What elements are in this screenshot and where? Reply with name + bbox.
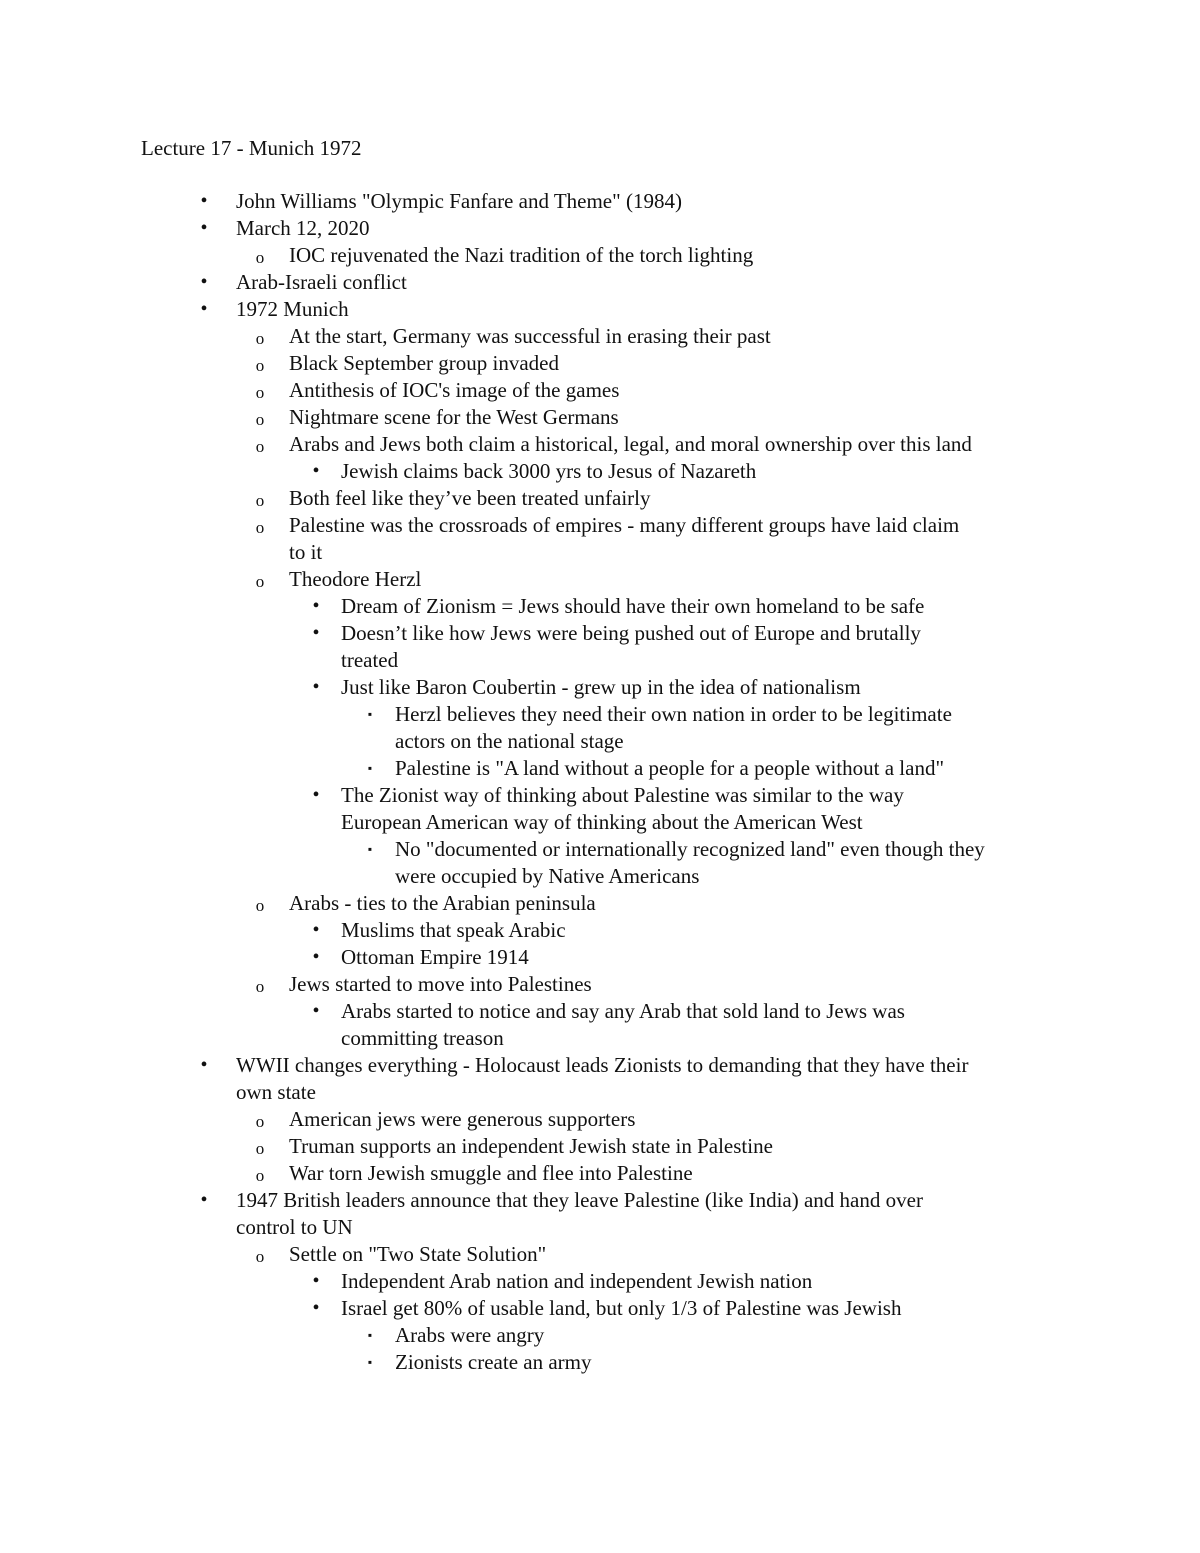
bullet-icon: • — [200, 217, 208, 239]
bullet-icon: ▪ — [367, 1328, 373, 1342]
outline-item-text: Israel get 80% of usable land, but only 1/3 of Palestine was Jewish — [341, 1296, 902, 1320]
bullet-icon: • — [312, 1270, 320, 1292]
outline-item-text: No "documented or internationally recognized land" even though they — [395, 837, 985, 861]
outline-item-level-2 — [0, 242, 1200, 269]
bullet-icon: • — [312, 1297, 320, 1319]
outline-item-level-2 — [0, 890, 1200, 917]
document-title: Lecture 17 - Munich 1972 — [141, 136, 362, 160]
outline-item-text: Independent Arab nation and independent Jewish nation — [341, 1269, 813, 1293]
outline-item-text: WWII changes everything - Holocaust leads Zionists to demanding that they have their — [236, 1053, 969, 1077]
outline-item-level-1 — [0, 1052, 1200, 1079]
outline-item-level-2 — [0, 1133, 1200, 1160]
bullet-icon: • — [312, 946, 320, 968]
bullet-icon: o — [255, 410, 265, 429]
outline-item-level-3 — [0, 674, 1200, 701]
outline-item-level-4 — [0, 836, 1200, 863]
outline-item-level-2 — [0, 566, 1200, 593]
bullet-icon: o — [255, 1139, 265, 1158]
bullet-icon: • — [200, 190, 208, 212]
outline-item-level-3 — [0, 1295, 1200, 1322]
outline-item-text: Antithesis of IOC's image of the games — [289, 378, 620, 402]
outline-item-text: John Williams "Olympic Fanfare and Theme" (1984) — [236, 189, 682, 213]
bullet-icon: • — [200, 1054, 208, 1076]
outline-item-text: Just like Baron Coubertin - grew up in the idea of nationalism — [341, 675, 861, 699]
outline-item-text: 1947 British leaders announce that they leave Palestine (like India) and hand over — [236, 1188, 923, 1212]
bullet-icon: • — [312, 1000, 320, 1022]
outline-item-text: American jews were generous supporters — [289, 1107, 636, 1131]
bullet-icon: • — [312, 919, 320, 941]
outline-item-text: Theodore Herzl — [289, 567, 422, 591]
outline-item-level-1 — [0, 188, 1200, 215]
outline-item-text: Nightmare scene for the West Germans — [289, 405, 619, 429]
outline-item-text: Palestine is "A land without a people for a people without a land" — [395, 756, 945, 780]
outline-line-continuation — [0, 1079, 1200, 1106]
outline-item-level-3 — [0, 944, 1200, 971]
outline-item-level-1 — [0, 269, 1200, 296]
bullet-icon: ▪ — [367, 707, 373, 721]
bullet-icon: o — [255, 356, 265, 375]
outline-item-level-3 — [0, 917, 1200, 944]
outline-item-level-2 — [0, 350, 1200, 377]
bullet-icon: • — [312, 595, 320, 617]
bullet-icon: o — [255, 977, 265, 996]
outline-item-text: Jews started to move into Palestines — [289, 972, 592, 996]
outline-item-text: to it — [289, 540, 323, 564]
outline-item-text: control to UN — [236, 1215, 353, 1239]
outline-item-text: actors on the national stage — [395, 729, 624, 753]
outline-item-level-1 — [0, 1187, 1200, 1214]
outline-item-text: Arab-Israeli conflict — [236, 270, 407, 294]
outline-item-text: Arabs - ties to the Arabian peninsula — [289, 891, 596, 915]
bullet-icon: ▪ — [367, 761, 373, 775]
outline-line-continuation — [0, 728, 1200, 755]
outline-item-level-1 — [0, 296, 1200, 323]
outline-item-text: Arabs started to notice and say any Arab that sold land to Jews was — [341, 999, 905, 1023]
bullet-icon: o — [255, 383, 265, 402]
outline-item-text: Palestine was the crossroads of empires - many different groups have laid claim — [289, 513, 960, 537]
outline-line-continuation — [0, 539, 1200, 566]
outline-item-text: Both feel like they’ve been treated unfairly — [289, 486, 651, 510]
outline-line-continuation — [0, 1214, 1200, 1241]
outline-item-level-3 — [0, 620, 1200, 647]
outline-item-level-3 — [0, 998, 1200, 1025]
outline-item-text: IOC rejuvenated the Nazi tradition of the torch lighting — [289, 243, 754, 267]
outline-item-text: At the start, Germany was successful in erasing their past — [289, 324, 771, 348]
outline-item-text: treated — [341, 648, 399, 672]
outline-line-continuation — [0, 1025, 1200, 1052]
outline-item-level-2 — [0, 323, 1200, 350]
outline-item-text: were occupied by Native Americans — [395, 864, 700, 888]
outline-item-level-2 — [0, 1160, 1200, 1187]
outline-item-text: European American way of thinking about the American West — [341, 810, 863, 834]
outline-item-text: Arabs were angry — [395, 1323, 545, 1347]
bullet-icon: • — [312, 676, 320, 698]
outline-item-level-4 — [0, 755, 1200, 782]
bullet-icon: o — [255, 491, 265, 510]
outline-item-level-2 — [0, 404, 1200, 431]
outline-item-text: own state — [236, 1080, 316, 1104]
bullet-icon: • — [312, 460, 320, 482]
bullet-icon: • — [200, 1189, 208, 1211]
outline-item-level-4 — [0, 701, 1200, 728]
outline-item-text: 1972 Munich — [236, 297, 349, 321]
outline-line-continuation — [0, 863, 1200, 890]
outline-item-text: Dream of Zionism = Jews should have their own homeland to be safe — [341, 594, 925, 618]
outline-item-text: Zionists create an army — [395, 1350, 592, 1374]
bullet-icon: o — [255, 329, 265, 348]
outline-line-continuation — [0, 809, 1200, 836]
bullet-icon: o — [255, 1112, 265, 1131]
bullet-icon: • — [312, 622, 320, 644]
outline-item-text: Herzl believes they need their own nation in order to be legitimate — [395, 702, 952, 726]
notes-outline — [0, 188, 1200, 1376]
outline-item-level-2 — [0, 512, 1200, 539]
outline-item-level-3 — [0, 593, 1200, 620]
outline-item-level-2 — [0, 971, 1200, 998]
bullet-icon: ▪ — [367, 842, 373, 856]
outline-item-level-3 — [0, 1268, 1200, 1295]
outline-item-text: Jewish claims back 3000 yrs to Jesus of Nazareth — [341, 459, 757, 483]
bullet-icon: o — [255, 896, 265, 915]
outline-item-text: March 12, 2020 — [236, 216, 370, 240]
outline-item-level-2 — [0, 485, 1200, 512]
outline-item-level-2 — [0, 1241, 1200, 1268]
bullet-icon: o — [255, 437, 265, 456]
outline-item-text: Settle on "Two State Solution" — [289, 1242, 547, 1266]
bullet-icon: o — [255, 1166, 265, 1185]
outline-item-level-2 — [0, 431, 1200, 458]
outline-item-level-1 — [0, 215, 1200, 242]
outline-item-level-2 — [0, 1106, 1200, 1133]
outline-item-text: Truman supports an independent Jewish state in Palestine — [289, 1134, 773, 1158]
outline-item-text: The Zionist way of thinking about Palestine was similar to the way — [341, 783, 904, 807]
bullet-icon: o — [255, 518, 265, 537]
outline-item-text: Ottoman Empire 1914 — [341, 945, 529, 969]
outline-item-text: Muslims that speak Arabic — [341, 918, 566, 942]
bullet-icon: • — [200, 271, 208, 293]
bullet-icon: o — [255, 248, 265, 267]
outline-item-level-2 — [0, 377, 1200, 404]
outline-item-level-4 — [0, 1322, 1200, 1349]
bullet-icon: o — [255, 1247, 265, 1266]
outline-item-level-3 — [0, 782, 1200, 809]
outline-line-continuation — [0, 647, 1200, 674]
outline-item-level-4 — [0, 1349, 1200, 1376]
outline-item-text: Black September group invaded — [289, 351, 560, 375]
outline-item-text: War torn Jewish smuggle and flee into Palestine — [289, 1161, 693, 1185]
bullet-icon: o — [255, 572, 265, 591]
bullet-icon: • — [312, 784, 320, 806]
bullet-icon: ▪ — [367, 1355, 373, 1369]
outline-item-text: Arabs and Jews both claim a historical, legal, and moral ownership over this land — [289, 432, 972, 456]
outline-item-text: Doesn’t like how Jews were being pushed out of Europe and brutally — [341, 621, 921, 645]
outline-item-level-3 — [0, 458, 1200, 485]
bullet-icon: • — [200, 298, 208, 320]
outline-item-text: committing treason — [341, 1026, 504, 1050]
